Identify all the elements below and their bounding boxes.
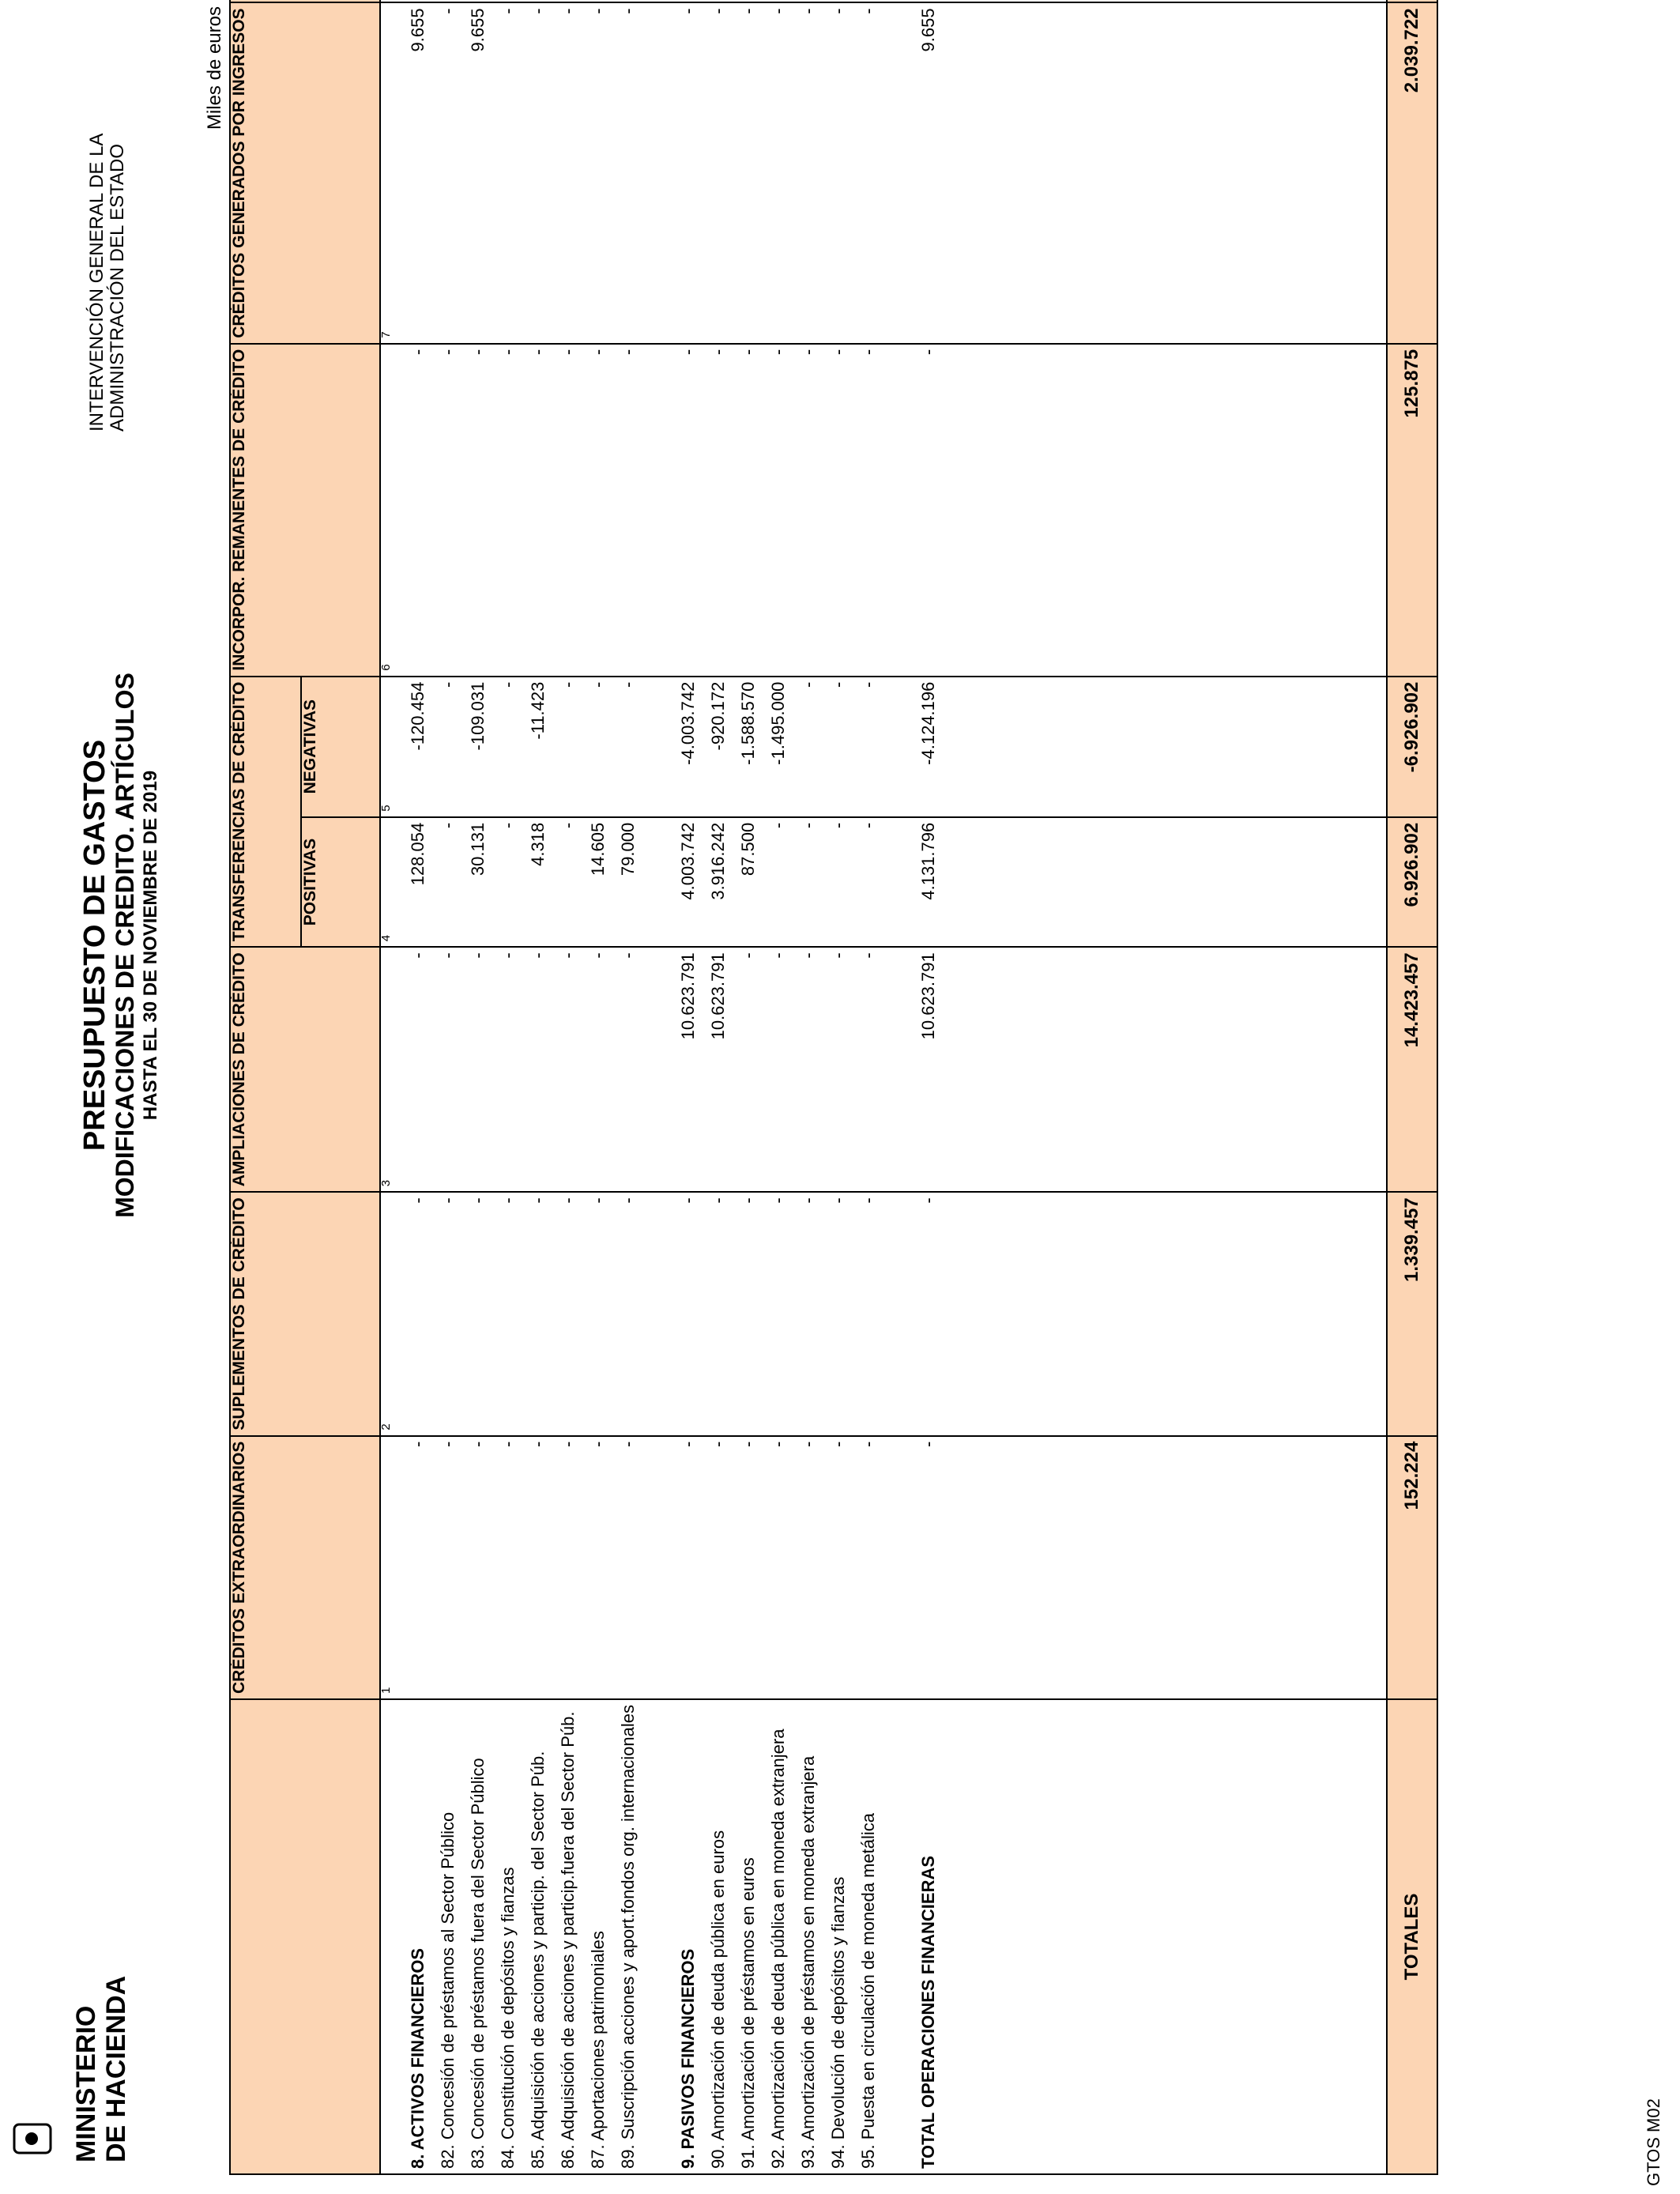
table-row [463, 0, 493, 2174]
row-label: 87. Aportaciones patrimoniales [588, 1931, 608, 2169]
col-header-incorporaciones: INCORPOR. REMANENTES DE CRÉDITO [230, 344, 380, 677]
value-cell: - [703, 1192, 733, 1435]
value-cell: 4.003.742 [673, 817, 703, 948]
value-cell: - [763, 1192, 793, 1435]
value-cell: - [403, 344, 433, 677]
value-cell: - [583, 677, 613, 817]
value-cell: - [703, 1436, 733, 1699]
col-header-positivas: POSITIVAS [301, 817, 380, 948]
table-row [613, 0, 643, 2174]
value-cell: - [463, 1192, 493, 1435]
row-label [643, 1699, 673, 2174]
value-cell [793, 0, 823, 2]
value-cell: - [853, 1192, 883, 1435]
date-line: HASTA EL 30 DE NOVIEMBRE DE 2019 [140, 770, 161, 1121]
table-row [583, 0, 613, 2174]
colno: 7 [380, 2, 392, 343]
value-cell: 3.916.242 [703, 817, 733, 948]
column-numbers-row [380, 0, 392, 2174]
row-label: 91. Amortización de préstamos en euros [738, 1857, 758, 2169]
value-cell: - [553, 1436, 583, 1699]
value-cell: - [703, 2, 733, 343]
total-cell: 2.039.722 [1387, 2, 1437, 343]
row-label: 90. Amortización de deuda pública en euros [708, 1830, 728, 2169]
table-row [793, 0, 823, 2174]
value-cell [883, 677, 913, 817]
colno: 6 [380, 344, 392, 677]
value-cell: - [553, 1192, 583, 1435]
value-cell: - [793, 947, 823, 1192]
col-header-negativas: NEGATIVAS [301, 677, 380, 817]
value-cell: - [853, 817, 883, 948]
value-cell [883, 2, 913, 343]
totals-label: TOTALES [1387, 1699, 1437, 2174]
value-cell: -4.124.196 [913, 677, 944, 817]
col-header-suplementos: SUPLEMENTOS DE CRÉDITO [230, 1192, 380, 1435]
total-cell [1387, 0, 1437, 2]
value-cell: - [793, 677, 823, 817]
total-cell: 152.224 [1387, 1436, 1437, 1699]
value-cell: -1.588.570 [733, 677, 763, 817]
value-cell: - [433, 1192, 463, 1435]
value-cell: - [583, 344, 613, 677]
value-cell: - [733, 344, 763, 677]
value-cell [703, 0, 733, 2]
value-cell: - [493, 1192, 523, 1435]
igae-name [87, 134, 128, 432]
table-row [643, 0, 673, 2174]
value-cell: - [673, 1192, 703, 1435]
value-cell: - [673, 2, 703, 343]
value-cell: - [403, 947, 433, 1192]
total-cell: 1.339.457 [1387, 1192, 1437, 1435]
table-row [733, 0, 763, 2174]
value-cell [433, 0, 463, 2]
colno: 4 [380, 817, 392, 948]
value-cell: - [673, 1436, 703, 1699]
row-label: 84. Constitución de depósitos y fianzas [498, 1867, 518, 2169]
row-label: 8. ACTIVOS FINANCIEROS [408, 1947, 428, 2169]
value-cell: 10.623.791 [913, 947, 944, 1192]
value-cell: - [733, 1192, 763, 1435]
value-cell [553, 0, 583, 2]
table-row [853, 0, 883, 2174]
row-label [883, 1699, 913, 2174]
header-blank [230, 1699, 380, 2174]
row-label: 86. Adquisición de acciones y particip.fuera del Sector Púb. [558, 1711, 578, 2169]
value-cell: - [433, 947, 463, 1192]
value-cell: -1.495.000 [763, 677, 793, 817]
value-cell [523, 0, 553, 2]
value-cell: - [553, 2, 583, 343]
row-label: 94. Devolución de depósitos y fianzas [828, 1876, 848, 2169]
value-cell: - [523, 1192, 553, 1435]
value-cell: - [463, 344, 493, 677]
total-cell: 14.423.457 [1387, 947, 1437, 1192]
row-label: 89. Suscripción acciones y aport.fondos org. internacionales [618, 1704, 638, 2169]
value-cell [673, 0, 703, 2]
table-row [433, 0, 463, 2174]
value-cell [613, 0, 643, 2]
col-header-extraordinarios: CRÉDITOS EXTRAORDINARIOS [230, 1436, 380, 1699]
value-cell: - [553, 817, 583, 948]
value-cell: 79.000 [613, 817, 643, 948]
value-cell [463, 0, 493, 2]
value-cell: - [463, 947, 493, 1192]
value-cell: - [433, 344, 463, 677]
value-cell: - [523, 344, 553, 677]
value-cell [493, 0, 523, 2]
value-cell: - [823, 947, 853, 1192]
value-cell: - [853, 677, 883, 817]
value-cell [913, 0, 944, 2]
value-cell: - [613, 1192, 643, 1435]
value-cell [643, 344, 673, 677]
value-cell: - [823, 677, 853, 817]
value-cell [883, 0, 913, 2]
modifications-table [229, 0, 1438, 2175]
value-cell: - [763, 947, 793, 1192]
col-header-transferencias: TRANSFERENCIAS DE CRÉDITO [230, 677, 301, 948]
row-label: 9. PASIVOS FINANCIEROS [678, 1948, 698, 2169]
value-cell: - [613, 1436, 643, 1699]
row-label: 85. Adquisición de acciones y particip. del Sector Púb. [528, 1751, 548, 2169]
value-cell: - [793, 1192, 823, 1435]
value-cell: 128.054 [403, 817, 433, 948]
total-cell: 6.926.902 [1387, 817, 1437, 948]
value-cell [763, 0, 793, 2]
row-label: 95. Puesta en circulación de moneda metálica [858, 1812, 878, 2169]
value-cell: - [913, 1436, 944, 1699]
colno: 2 [380, 1192, 392, 1435]
row-label: 82. Concesión de préstamos al Sector Público [438, 1811, 458, 2169]
table-row [823, 0, 853, 2174]
value-cell: 14.605 [583, 817, 613, 948]
value-cell: - [553, 677, 583, 817]
table-row [553, 0, 583, 2174]
value-cell: - [613, 677, 643, 817]
value-cell: 4.318 [523, 817, 553, 948]
value-cell: - [493, 2, 523, 343]
units-label: Miles de euros [204, 6, 225, 130]
totals-row [1387, 0, 1437, 2174]
value-cell: - [733, 2, 763, 343]
value-cell: - [823, 2, 853, 343]
value-cell: - [823, 817, 853, 948]
value-cell: 10.623.791 [703, 947, 733, 1192]
value-cell: - [583, 2, 613, 343]
value-cell: - [493, 1436, 523, 1699]
value-cell: - [403, 1436, 433, 1699]
value-cell: - [913, 1192, 944, 1435]
row-label: 92. Amortización de deuda pública en moneda extranjera [768, 1728, 788, 2169]
value-cell: -11.423 [523, 677, 553, 817]
table-row [523, 0, 553, 2174]
table-row [883, 0, 913, 2174]
ministry-line-2: DE HACIENDA [101, 1975, 131, 2162]
table-row [763, 0, 793, 2174]
value-cell: - [793, 2, 823, 343]
value-cell: - [913, 344, 944, 677]
table-body [392, 0, 1387, 2174]
value-cell: - [673, 344, 703, 677]
table-row [703, 0, 733, 2174]
row-label: TOTAL OPERACIONES FINANCIERAS [918, 1855, 938, 2169]
value-cell [823, 0, 853, 2]
value-cell: - [613, 947, 643, 1192]
value-cell: -920.172 [703, 677, 733, 817]
coat-of-arms-icon [8, 2115, 55, 2162]
value-cell: - [433, 1436, 463, 1699]
value-cell [643, 1192, 673, 1435]
value-cell: - [763, 817, 793, 948]
row-label: 83. Concesión de préstamos fuera del Sector Público [468, 1758, 488, 2169]
value-cell: 87.500 [733, 817, 763, 948]
value-cell: - [523, 1436, 553, 1699]
value-cell: - [763, 1436, 793, 1699]
col-header-generados: CRÉDITOS GENERADOS POR INGRESOS [230, 2, 380, 343]
value-cell: - [433, 677, 463, 817]
total-cell: -6.926.902 [1387, 677, 1437, 817]
total-cell: 125.875 [1387, 344, 1437, 677]
value-cell: - [493, 677, 523, 817]
value-cell: - [853, 947, 883, 1192]
value-cell [883, 947, 913, 1192]
value-cell: - [613, 2, 643, 343]
value-cell: - [823, 344, 853, 677]
table-row [403, 0, 433, 2174]
colno: 5 [380, 677, 392, 817]
value-cell [643, 1436, 673, 1699]
value-cell: - [553, 947, 583, 1192]
value-cell: -120.454 [403, 677, 433, 817]
value-cell: - [763, 344, 793, 677]
value-cell: 9.655 [463, 2, 493, 343]
value-cell: 10.623.791 [673, 947, 703, 1192]
page-subtitle: MODIFICACIONES DE CREDITO. ARTÍCULOS [111, 673, 139, 1218]
page-title: PRESUPUESTO DE GASTOS [78, 739, 111, 1152]
colno: 3 [380, 947, 392, 1192]
value-cell: - [493, 344, 523, 677]
value-cell: - [853, 344, 883, 677]
value-cell [883, 1436, 913, 1699]
colno: 1 [380, 1436, 392, 1699]
value-cell [883, 344, 913, 677]
value-cell [853, 0, 883, 2]
value-cell: -109.031 [463, 677, 493, 817]
spacer-row [392, 0, 403, 2174]
value-cell: -4.003.742 [673, 677, 703, 817]
value-cell: - [853, 1436, 883, 1699]
value-cell: 30.131 [463, 817, 493, 948]
value-cell: - [613, 344, 643, 677]
footer-code: GTOS M02 [1644, 2098, 1663, 2186]
row-label: 93. Amortización de préstamos en moneda extranjera [798, 1755, 818, 2169]
ministry-line-1: MINISTERIO [71, 2005, 101, 2162]
value-cell: - [523, 2, 553, 343]
value-cell: - [823, 1192, 853, 1435]
value-cell: - [493, 817, 523, 948]
value-cell: 9.655 [913, 2, 944, 343]
value-cell: - [853, 2, 883, 343]
value-cell [643, 0, 673, 2]
igae-line-1: INTERVENCIÓN GENERAL DE LA [86, 133, 107, 432]
value-cell: - [433, 817, 463, 948]
value-cell: - [493, 947, 523, 1192]
spacer-row [944, 0, 1387, 2174]
colno-blank [380, 1699, 392, 2174]
col-header-bajas [230, 0, 380, 2]
value-cell: - [793, 344, 823, 677]
value-cell: - [823, 1436, 853, 1699]
value-cell: - [583, 947, 613, 1192]
ministry-name [71, 1976, 131, 2162]
report-titles [79, 590, 163, 1301]
value-cell: - [763, 2, 793, 343]
igae-line-2: ADMINISTRACIÓN DEL ESTADO [107, 143, 128, 432]
value-cell [883, 817, 913, 948]
table-row [913, 0, 944, 2174]
col-header-ampliaciones: AMPLIACIONES DE CRÉDITO [230, 947, 380, 1192]
value-cell: - [703, 344, 733, 677]
table-row [673, 0, 703, 2174]
value-cell [733, 0, 763, 2]
value-cell [643, 677, 673, 817]
value-cell: - [583, 1436, 613, 1699]
value-cell: - [793, 1436, 823, 1699]
value-cell: - [463, 1436, 493, 1699]
value-cell: - [793, 817, 823, 948]
value-cell [403, 0, 433, 2]
value-cell [883, 1192, 913, 1435]
value-cell: - [733, 1436, 763, 1699]
table-row [493, 0, 523, 2174]
value-cell: - [403, 1192, 433, 1435]
value-cell: - [733, 947, 763, 1192]
value-cell: - [553, 344, 583, 677]
value-cell [643, 2, 673, 343]
value-cell [643, 817, 673, 948]
value-cell [643, 947, 673, 1192]
value-cell: - [583, 1192, 613, 1435]
value-cell: 4.131.796 [913, 817, 944, 948]
value-cell [583, 0, 613, 2]
colno [380, 0, 392, 2]
value-cell: 9.655 [403, 2, 433, 343]
value-cell: - [523, 947, 553, 1192]
value-cell: - [433, 2, 463, 343]
